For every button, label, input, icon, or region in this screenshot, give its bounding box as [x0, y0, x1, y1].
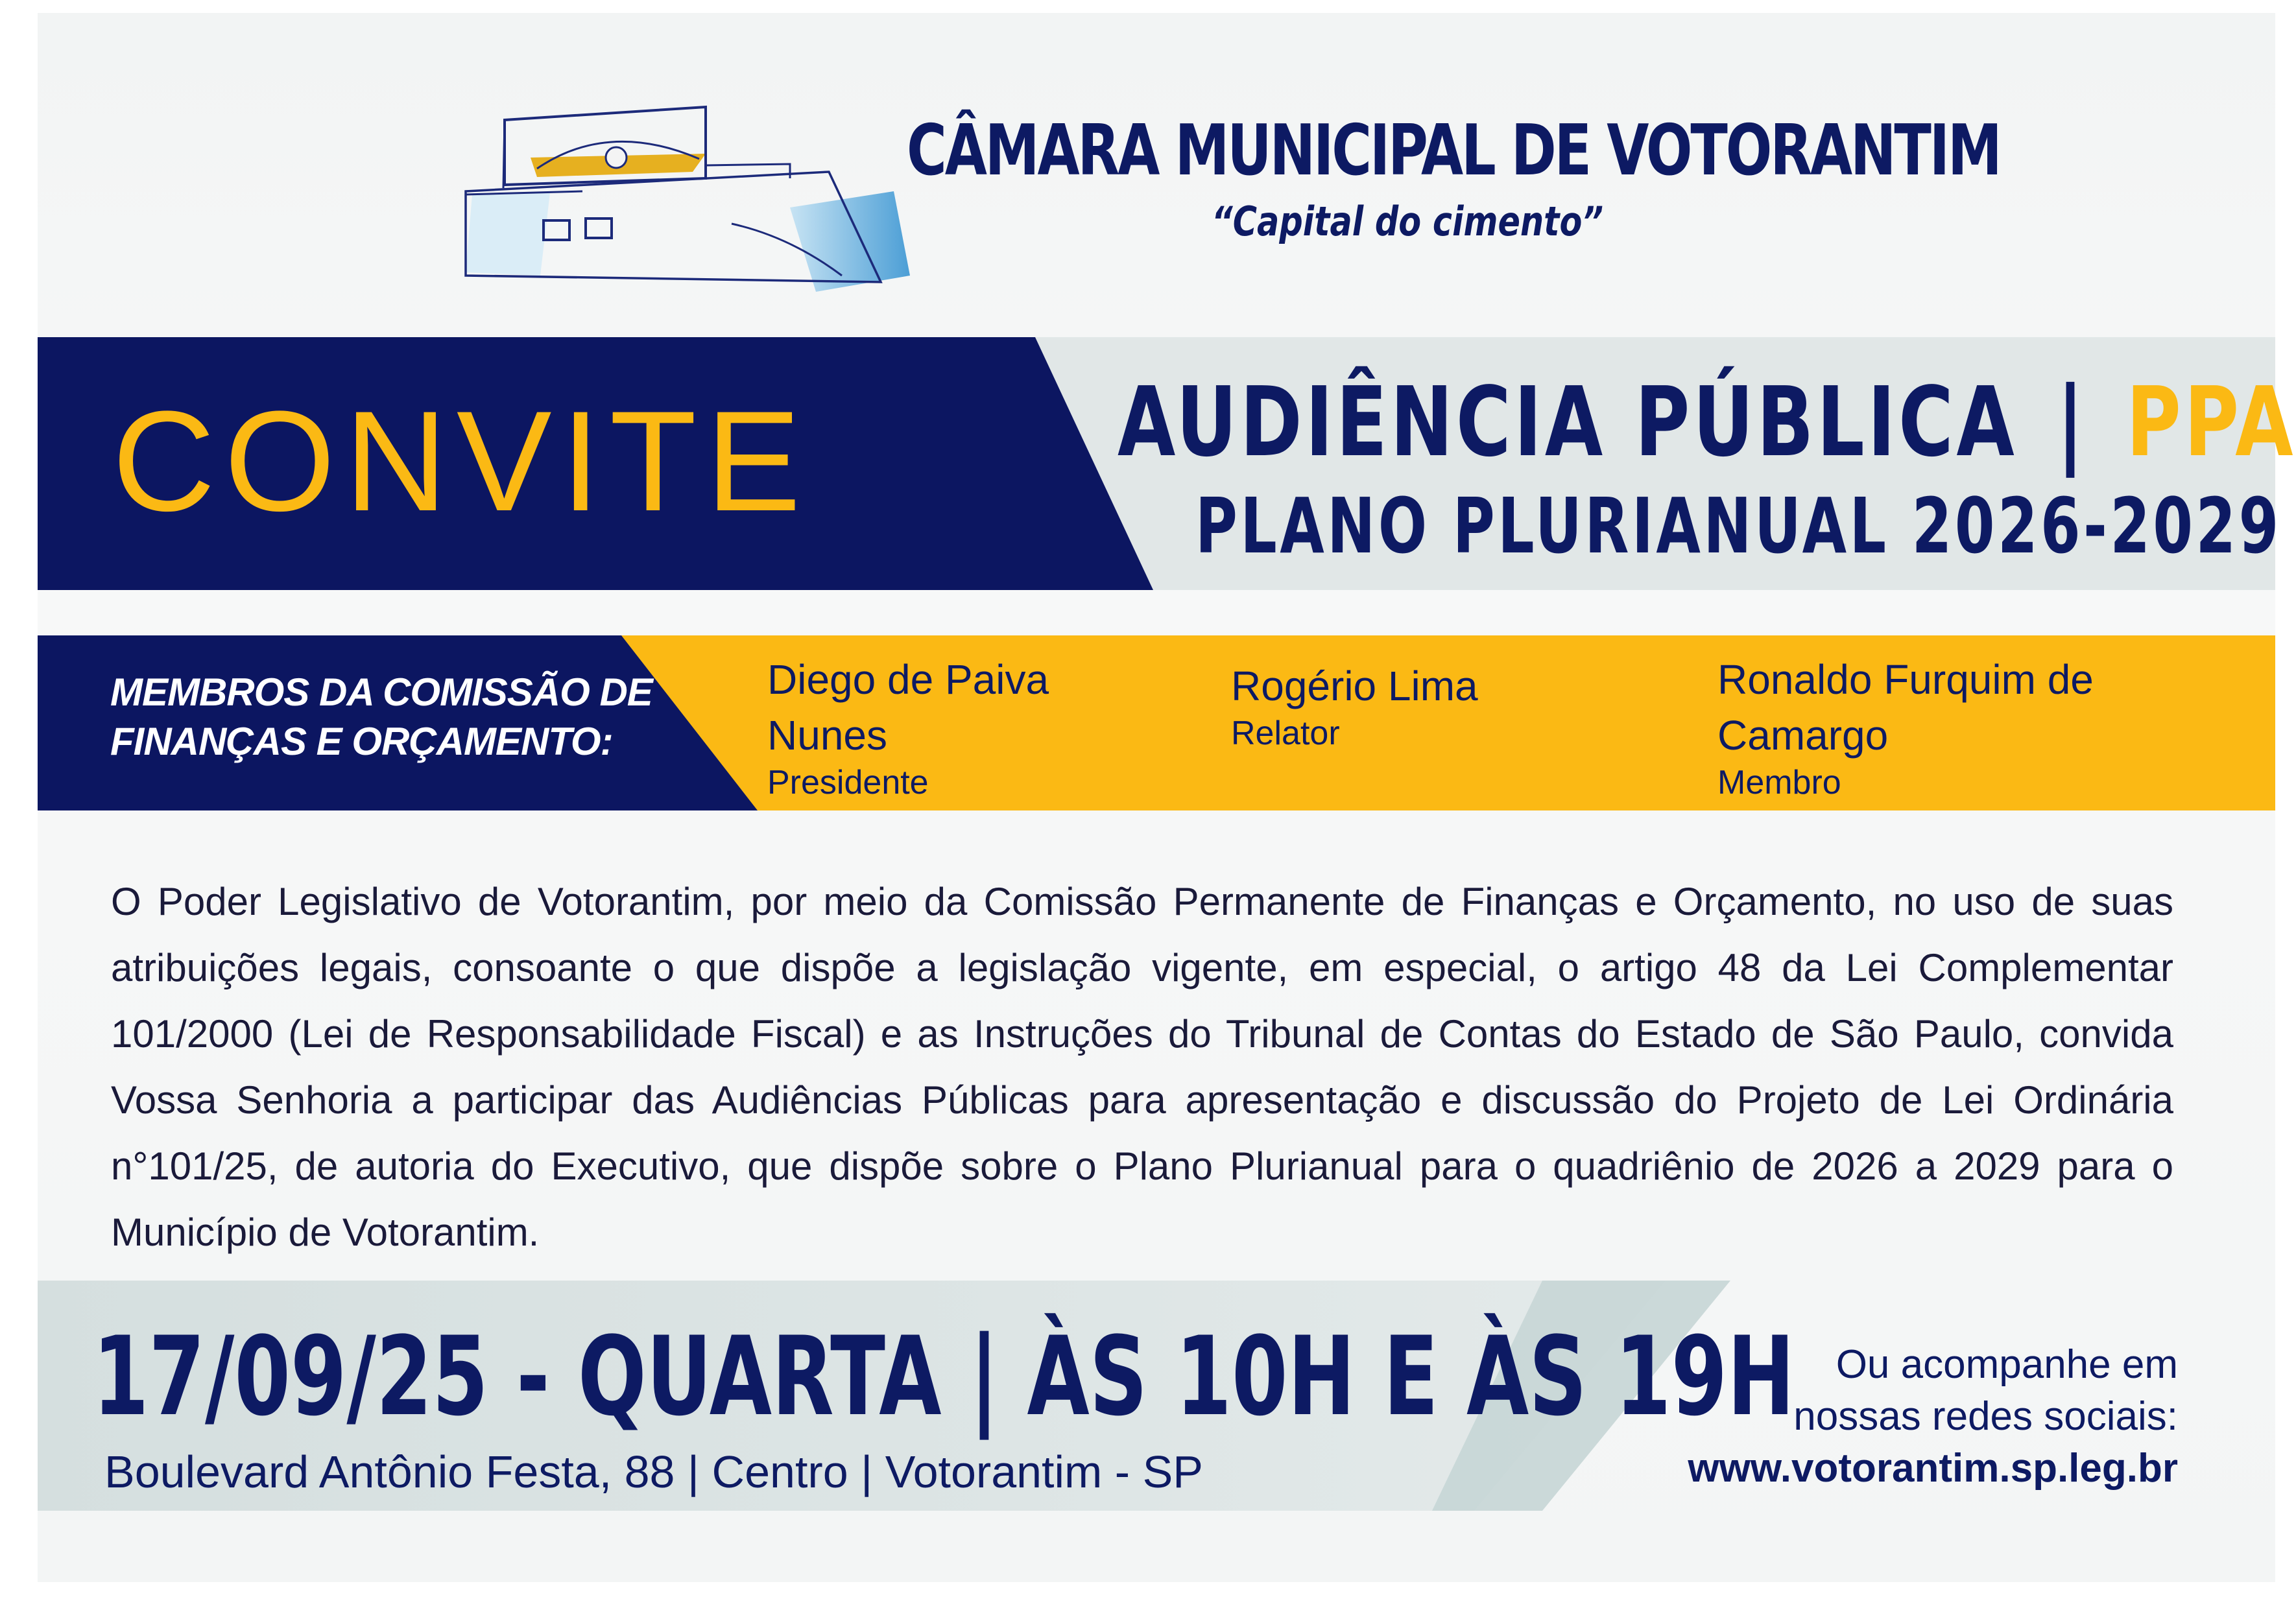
invitation-paragraph: O Poder Legislativo de Votorantim, por meio da Comissão Permanente de Finanças e Orçamento, no uso de suas atribuições legais, consoante o que dispõe a legislação vigente, em especial, o artigo 48 da Lei Complementar 101/2000 (Lei de Responsabilidade Fiscal) e as Instruções do Tribunal de Contas do Estado de São Paulo, convida Vossa Senhoria a participar das Audiências Públicas para apresentação e discussão do Projeto de Lei Ordinária n°101/25, de autoria do Executivo, que dispõe sobre o Plano Plurianual para o quadriênio de 2026 a 2029 para o Município de Votorantim. — [111, 880, 2173, 1254]
website-link[interactable]: www.votorantim.sp.leg.br — [1688, 1446, 2178, 1491]
committee-label-line2: FINANÇAS E ORÇAMENTO: — [110, 720, 613, 763]
member-role: Membro — [1717, 764, 1841, 801]
org-slogan: “Capital do cimento” — [1212, 198, 1604, 245]
committee-label-line1: MEMBROS DA COMISSÃO DE — [110, 670, 652, 714]
ppa-label: PPA — [2126, 366, 2296, 478]
member-name: Ronaldo Furquim de Camargo — [1717, 656, 2094, 759]
invitation-card — [38, 13, 2296, 1582]
member-name: Rogério Lima — [1231, 663, 1478, 709]
event-title-text: AUDIÊNCIA PÚBLICA — [1118, 366, 2018, 478]
committee-member — [767, 652, 1130, 802]
title-separator: | — [2056, 366, 2087, 478]
committee-member — [1231, 658, 1620, 753]
event-address: Boulevard Antônio Festa, 88 | Centro | Votorantim - SP — [104, 1447, 1203, 1497]
social-text-line2: nossas redes sociais: — [1793, 1394, 2178, 1439]
event-title — [1118, 366, 2296, 478]
org-title: CÂMARA MUNICIPAL DE VOTORANTIM — [907, 110, 2000, 191]
event-date-time: 17/09/25 - QUARTA | ÀS 10H E ÀS 19H — [93, 1313, 1795, 1440]
member-role: Relator — [1231, 715, 1340, 752]
member-role: Presidente — [767, 764, 929, 801]
committee-member — [1717, 652, 2236, 802]
committee-label — [110, 668, 681, 766]
convite-heading: CONVITE — [112, 381, 810, 541]
chamber-building-logo — [427, 81, 946, 302]
social-info — [1646, 1339, 2178, 1495]
social-text-line1: Ou acompanhe em — [1836, 1342, 2178, 1387]
member-name: Diego de Paiva Nunes — [767, 656, 1049, 759]
event-subtitle: PLANO PLURIANUAL 2026-2029 — [1195, 481, 2282, 571]
